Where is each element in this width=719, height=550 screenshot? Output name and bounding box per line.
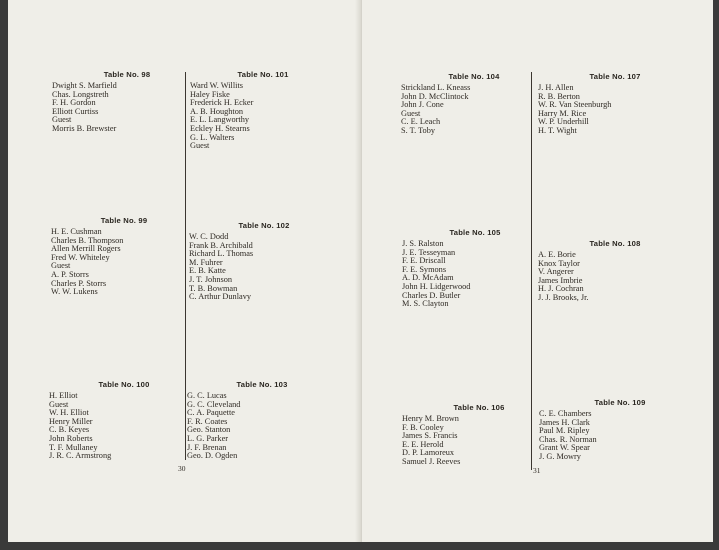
table-108 xyxy=(538,239,668,303)
guest-name: Frederick H. Ecker xyxy=(190,98,254,108)
guest-name: Elliott Curtiss xyxy=(52,106,99,116)
table-105 xyxy=(402,228,532,309)
guest-list xyxy=(189,233,319,302)
guest-name: F. E. Driscall xyxy=(402,256,446,266)
guest-name: W. P. Underhill xyxy=(538,117,589,127)
guest-name: H. J. Cochran xyxy=(538,284,584,294)
guest-list xyxy=(402,415,532,467)
table-heading: Table No. 108 xyxy=(589,239,641,248)
table-heading: Table No. 102 xyxy=(238,221,290,230)
guest-name: Charles P. Storrs xyxy=(51,278,107,288)
guest-name: John J. Cone xyxy=(401,100,444,110)
guest-list xyxy=(538,251,668,303)
guest-name: Chas. Longstreth xyxy=(52,89,109,99)
table-heading: Table No. 109 xyxy=(594,398,646,407)
guest-name: Henry M. Brown xyxy=(402,414,459,423)
guest-name: Guest xyxy=(52,115,72,125)
table-106 xyxy=(402,403,532,467)
guest-name: A. E. Borie xyxy=(538,250,576,259)
guest-name: Guest xyxy=(51,261,71,271)
guest-name: Haley Fiske xyxy=(190,89,230,99)
table-heading: Table No. 99 xyxy=(100,216,148,225)
guest-name: M. Fuhrer xyxy=(189,257,223,267)
table-107 xyxy=(538,72,668,136)
guest-name: Samuel J. Reeves xyxy=(402,456,461,466)
guest-name: W. R. Van Steenburgh xyxy=(538,100,612,110)
guest-name: E. L. Langworthy xyxy=(190,115,249,125)
guest-name: F. H. Gordon xyxy=(52,98,96,108)
guest-name: F. R. Coates xyxy=(187,416,228,426)
guest-list xyxy=(401,84,531,136)
guest-list xyxy=(539,410,669,462)
table-98 xyxy=(52,70,182,134)
guest-name: James Imbrie xyxy=(538,275,583,285)
guest-name: C. A. Paquette xyxy=(187,408,235,418)
table-104 xyxy=(401,72,531,136)
guest-name: M. S. Clayton xyxy=(402,299,449,309)
guest-name: Strickland L. Kneass xyxy=(401,83,471,92)
table-heading: Table No. 105 xyxy=(449,228,501,237)
guest-list xyxy=(187,392,317,461)
page-number-left: 30 xyxy=(178,464,186,473)
guest-name: J. F. Brenan xyxy=(187,442,227,452)
table-101 xyxy=(190,70,320,151)
guest-name: A. B. Houghton xyxy=(190,106,244,116)
table-102 xyxy=(189,221,319,302)
guest-name: C. B. Keyes xyxy=(49,425,90,435)
guest-name: C. E. Chambers xyxy=(539,409,592,418)
guest-name: G. C. Lucas xyxy=(187,391,227,400)
guest-name: J. G. Mowry xyxy=(539,451,581,461)
guest-name: Guest xyxy=(190,141,210,151)
guest-name: Harry M. Rice xyxy=(538,108,587,118)
guest-name: W. H. Elliot xyxy=(49,408,89,418)
guest-name: James S. Francis xyxy=(402,431,458,441)
guest-name: W. C. Dodd xyxy=(189,232,229,241)
guest-name: Geo. D. Ogden xyxy=(187,451,238,461)
guest-name: Ward W. Willits xyxy=(190,81,244,90)
guest-name: Allen Merrill Rogers xyxy=(51,244,121,254)
guest-name: Charles D. Butler xyxy=(402,290,461,300)
guest-name: Guest xyxy=(49,399,69,409)
guest-name: F. E. Symons xyxy=(402,264,447,274)
guest-name: J. R. C. Armstrong xyxy=(49,451,112,461)
guest-name: C. Arthur Dunlavy xyxy=(189,292,251,302)
guest-name: E. E. Herold xyxy=(402,439,444,449)
guest-list xyxy=(52,82,182,134)
guest-name: A. P. Storrs xyxy=(51,269,89,279)
guest-name: Grant W. Spear xyxy=(539,443,590,453)
guest-name: J. H. Allen xyxy=(538,83,574,92)
guest-name: T. B. Bowman xyxy=(189,283,238,293)
guest-list xyxy=(190,82,320,151)
table-103 xyxy=(187,380,317,461)
guest-name: Paul M. Ripley xyxy=(539,426,590,436)
guest-list xyxy=(51,228,181,297)
page-number-right: 31 xyxy=(533,466,541,475)
guest-name: Frank B. Archibald xyxy=(189,240,253,250)
guest-name: E. B. Katte xyxy=(189,266,226,276)
table-heading: Table No. 100 xyxy=(98,380,150,389)
table-heading: Table No. 103 xyxy=(236,380,288,389)
table-heading: Table No. 106 xyxy=(453,403,505,412)
table-99 xyxy=(51,216,181,297)
guest-name: J. E. Tesseyman xyxy=(402,247,456,257)
table-109 xyxy=(539,398,669,462)
guest-name: Richard L. Thomas xyxy=(189,249,254,259)
guest-name: G. C. Cleveland xyxy=(187,399,241,409)
guest-name: T. F. Mullaney xyxy=(49,442,98,452)
guest-name: S. T. Toby xyxy=(401,125,435,135)
guest-name: Guest xyxy=(401,108,421,118)
table-100 xyxy=(49,380,179,461)
guest-name: W. W. Lukens xyxy=(51,287,98,297)
guest-name: V. Angerer xyxy=(538,267,574,277)
guest-name: D. P. Lamoreux xyxy=(402,448,455,458)
guest-name: C. E. Leach xyxy=(401,117,441,127)
table-heading: Table No. 101 xyxy=(237,70,289,79)
table-heading: Table No. 107 xyxy=(589,72,641,81)
guest-name: Knox Taylor xyxy=(538,258,580,268)
guest-name: H. Elliot xyxy=(49,391,78,400)
guest-name: James H. Clark xyxy=(539,417,590,427)
guest-name: Eckley H. Stearns xyxy=(190,123,250,133)
guest-name: Fred W. Whiteley xyxy=(51,252,110,262)
column-divider-left xyxy=(185,72,186,460)
guest-name: G. L. Walters xyxy=(190,132,235,142)
guest-name: H. E. Cushman xyxy=(51,227,102,236)
guest-name: Henry Miller xyxy=(49,416,93,426)
guest-list xyxy=(49,392,179,461)
guest-name: Chas. R. Norman xyxy=(539,434,597,444)
guest-list xyxy=(402,240,532,309)
guest-name: Geo. Stanton xyxy=(187,425,231,435)
guest-name: Charles B. Thompson xyxy=(51,235,124,245)
guest-name: Dwight S. Marfield xyxy=(52,81,117,90)
table-heading: Table No. 104 xyxy=(448,72,500,81)
guest-name: R. B. Berton xyxy=(538,91,580,101)
guest-name: J. S. Ralston xyxy=(402,239,444,248)
table-heading: Table No. 98 xyxy=(103,70,151,79)
guest-name: John H. Lidgerwood xyxy=(402,281,471,291)
guest-name: L. G. Parker xyxy=(187,433,229,443)
guest-name: J. J. Brooks, Jr. xyxy=(538,292,589,302)
guest-name: Morris B. Brewster xyxy=(52,123,117,133)
guest-name: A. D. McAdam xyxy=(402,273,454,283)
guest-list xyxy=(538,84,668,136)
guest-name: John Roberts xyxy=(49,433,93,443)
guest-name: John D. McClintock xyxy=(401,91,469,101)
guest-name: F. B. Cooley xyxy=(402,422,444,432)
guest-name: J. T. Johnson xyxy=(189,274,233,284)
guest-name: H. T. Wight xyxy=(538,125,577,135)
